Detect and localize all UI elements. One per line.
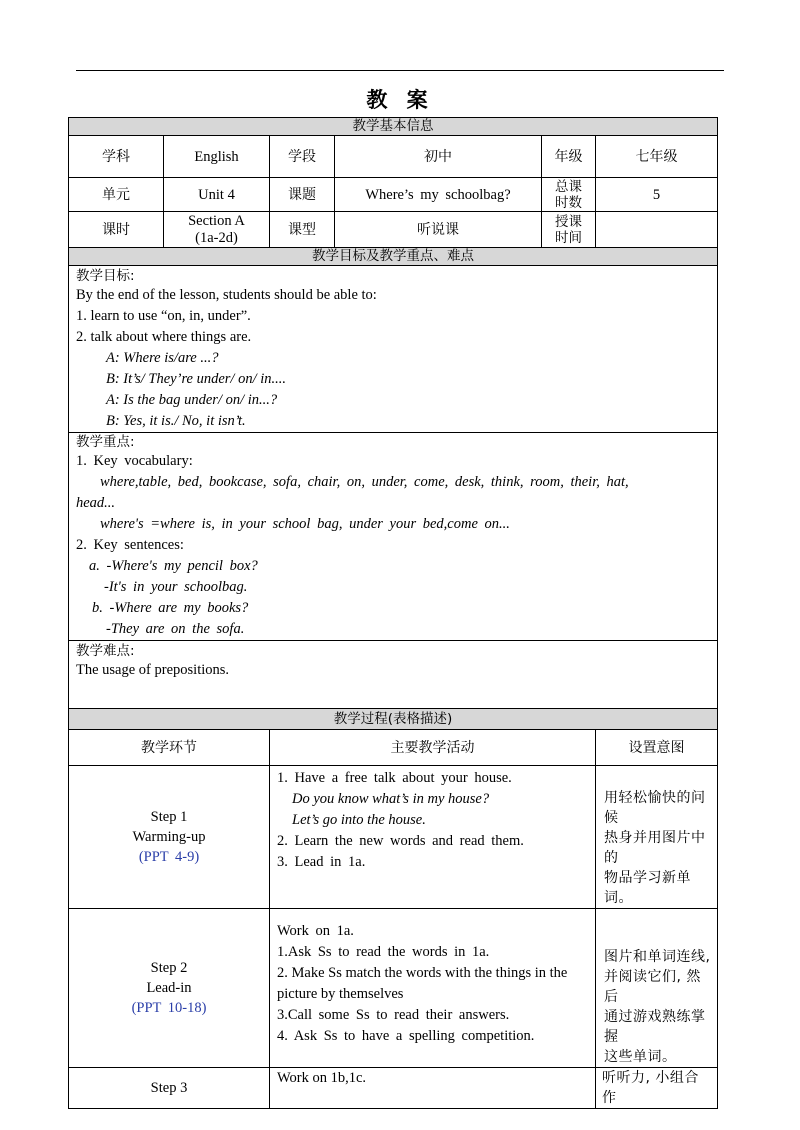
- step-phase: Lead-in: [146, 980, 192, 996]
- teaching-time-label: [542, 212, 596, 248]
- basic-row-2: [69, 178, 718, 212]
- intent-line: 这些单词。: [604, 1049, 677, 1065]
- activity-line: picture by themselves: [277, 986, 404, 1002]
- intent-line: 用轻松愉快的问候: [604, 790, 706, 826]
- activities-column-header: 主要教学活动: [270, 730, 596, 766]
- objectives-label: 教学目标:: [76, 268, 135, 284]
- step-1-intent: [596, 766, 718, 909]
- intent-column-header: 设置意图: [596, 730, 718, 766]
- step-3-stage: [69, 1068, 270, 1109]
- goals-header: 教学目标及教学重点、难点: [69, 248, 718, 266]
- objective-line: By the end of the lesson, students should be able to:: [76, 287, 377, 303]
- step-1-activities: [270, 766, 596, 909]
- vocabulary-line: where's =where is, in your school bag, under your bed,come on...: [100, 516, 510, 532]
- lesson-plan-table: [68, 117, 718, 1109]
- objective-line: 1. learn to use “on, in, under”.: [76, 308, 251, 324]
- step-3-intent: [596, 1068, 718, 1109]
- activity-line: Let’s go into the house.: [292, 812, 426, 828]
- step-name: Step 3: [150, 1080, 188, 1096]
- step-2-stage: [69, 909, 270, 1068]
- stage-label: 学段: [270, 136, 335, 178]
- dialogue-line: A: Where is/are ...?: [106, 350, 219, 366]
- subject-value: English: [164, 136, 270, 178]
- step-2-intent: [596, 909, 718, 1068]
- grade-value: 七年级: [596, 136, 718, 178]
- teaching-time-value: [596, 212, 718, 248]
- intent-line: 并阅读它们, 然后: [604, 969, 701, 1005]
- dialogue-line: B: Yes, it is./ No, it isn’t.: [106, 413, 246, 429]
- activity-line: 2. Make Ss match the words with the things in the: [277, 965, 568, 981]
- total-hours-label-line-1: 总课: [555, 178, 582, 195]
- activity-line: Work on 1b,1c.: [277, 1070, 367, 1086]
- dialogue-line: B: It’s/ They’re under/ on/ in....: [106, 371, 287, 387]
- basic-row-3: [69, 212, 718, 248]
- step-name: Step 2: [150, 960, 188, 976]
- difficulty-cell: [69, 641, 718, 709]
- activity-line: Do you know what’s in my house?: [292, 791, 490, 807]
- activity-line: 3.Call some Ss to read their answers.: [277, 1007, 510, 1023]
- topic-value: Where’s my schoolbag?: [335, 178, 542, 212]
- section-line-1: Section A: [188, 212, 245, 229]
- basic-info-header-row: [69, 118, 718, 136]
- process-header: 教学过程(表格描述): [69, 709, 718, 730]
- activity-line: 1.Ask Ss to read the words in 1a.: [277, 944, 490, 960]
- step-row: [69, 766, 718, 909]
- step-name: Step 1: [150, 809, 188, 825]
- unit-label: 单元: [69, 178, 164, 212]
- sentence-line: -They are on the sofa.: [106, 621, 245, 637]
- dialogue-line: A: Is the bag under/ on/ in...?: [106, 392, 278, 408]
- lesson-type-value: 听说课: [335, 212, 542, 248]
- lesson-type-label: 课型: [270, 212, 335, 248]
- sentence-line: -It's in your schoolbag.: [104, 579, 248, 595]
- basic-row-1: [69, 136, 718, 178]
- step-row: [69, 1068, 718, 1109]
- activity-line: 1. Have a free talk about your house.: [277, 770, 512, 786]
- step-3-activities: [270, 1068, 596, 1109]
- subject-label: 学科: [69, 136, 164, 178]
- step-1-stage: [69, 766, 270, 909]
- intent-line: 通过游戏熟练掌握: [604, 1009, 706, 1045]
- objectives-row: [69, 266, 718, 433]
- objectives-cell: [69, 266, 718, 433]
- document-title: 教 案: [366, 88, 434, 112]
- key-points-label: 教学重点:: [76, 434, 135, 450]
- vocabulary-line: where,table, bed, bookcase, sofa, chair, on, under, come, desk, think, room, their, hat,: [100, 474, 629, 490]
- difficulty-row: [69, 641, 718, 709]
- total-hours-value: 5: [596, 178, 718, 212]
- process-header-row: [69, 709, 718, 730]
- total-hours-label-line-2: 时数: [555, 194, 582, 211]
- total-hours-label: [542, 178, 596, 212]
- teaching-time-label-line-2: 时间: [555, 229, 582, 246]
- key-point-line: 1. Key vocabulary:: [76, 453, 193, 469]
- intent-line: 物品学习新单词。: [604, 870, 691, 906]
- basic-info-header: 教学基本信息: [69, 118, 718, 136]
- sentence-line: a. -Where's my pencil box?: [89, 558, 258, 574]
- key-points-row: [69, 433, 718, 641]
- header-rule: [76, 70, 724, 71]
- key-point-line: 2. Key sentences:: [76, 537, 184, 553]
- difficulty-label: 教学难点:: [76, 643, 135, 659]
- step-2-activities: [270, 909, 596, 1068]
- stage-column-header: 教学环节: [69, 730, 270, 766]
- activity-line: Work on 1a.: [277, 923, 354, 939]
- section-line-2: (1a-2d): [195, 229, 238, 246]
- objective-line: 2. talk about where things are.: [76, 329, 252, 345]
- sentence-line: b. -Where are my books?: [92, 600, 249, 616]
- goals-header-row: [69, 248, 718, 266]
- intent-line: 听听力, 小组合作: [602, 1070, 699, 1106]
- ppt-reference: (PPT 10-18): [131, 1000, 207, 1016]
- vocabulary-line: head...: [76, 495, 116, 511]
- activity-line: 3. Lead in 1a.: [277, 854, 366, 870]
- activity-line: 2. Learn the new words and read them.: [277, 833, 524, 849]
- section-value: [164, 212, 270, 248]
- intent-line: 热身并用图片中的: [604, 830, 706, 866]
- intent-line: 图片和单词连线,: [604, 949, 711, 965]
- period-label: 课时: [69, 212, 164, 248]
- stage-value: 初中: [335, 136, 542, 178]
- topic-label: 课题: [270, 178, 335, 212]
- grade-label: 年级: [542, 136, 596, 178]
- activity-line: 4. Ask Ss to have a spelling competition.: [277, 1028, 535, 1044]
- teaching-time-label-line-1: 授课: [555, 213, 582, 230]
- step-phase: Warming-up: [132, 829, 206, 845]
- step-row: [69, 909, 718, 1068]
- ppt-reference: (PPT 4-9): [138, 849, 200, 865]
- unit-value: Unit 4: [164, 178, 270, 212]
- process-columns-row: [69, 730, 718, 766]
- key-points-cell: [69, 433, 718, 641]
- difficulty-text: The usage of prepositions.: [76, 662, 230, 678]
